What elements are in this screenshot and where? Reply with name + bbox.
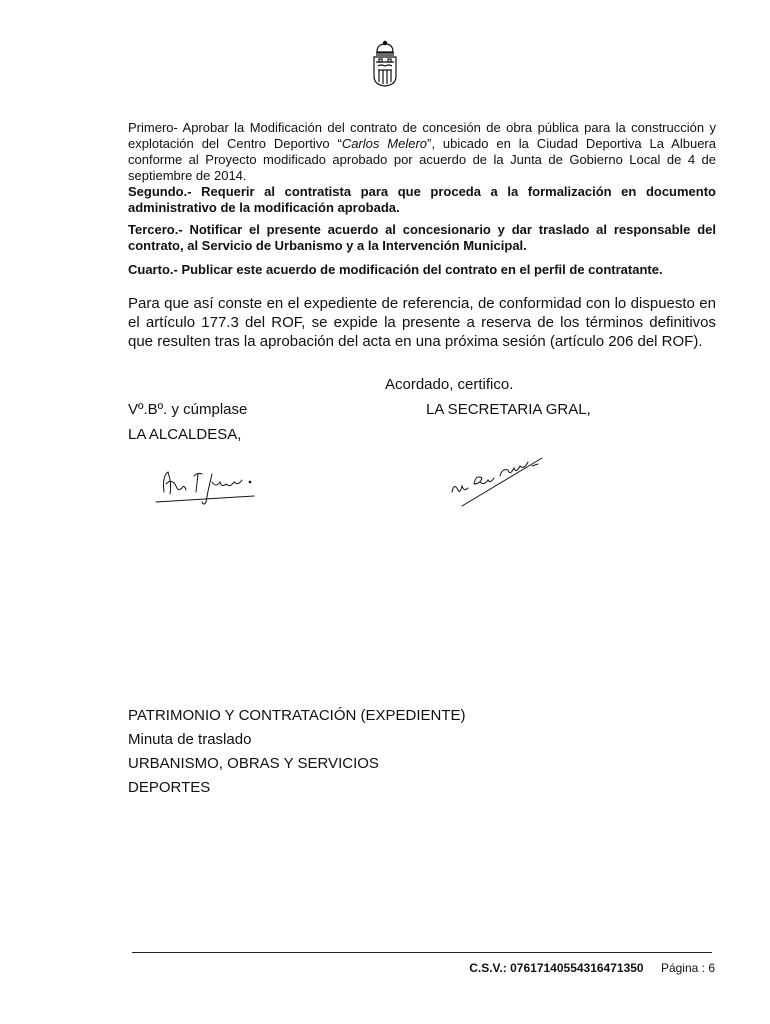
- agreement-primero: Primero- Aprobar la Modificación del contrato de concesión de obra pública para la construcción y explotación del Centro Deportivo “Carlos Melero”, ubicado en la Ciudad Deportiva La Albuera conforme al Proyecto modificado aprobado por acuerdo de la Junta de Gobierno Local de 4 de septiembre de 2014.: [128, 120, 716, 183]
- page-footer: [469, 961, 715, 975]
- footer-divider: [132, 952, 712, 953]
- mayor-signature: [150, 462, 262, 508]
- agreement-tercero: Tercero.- Notificar el presente acuerdo al concesionario y dar traslado al responsable del contrato, al Servicio de Urbanismo y a la Intervención Municipal.: [128, 222, 716, 253]
- secretaria-title: LA SECRETARIA GRAL,: [426, 401, 591, 418]
- distribution-item: URBANISMO, OBRAS Y SERVICIOS: [128, 755, 379, 772]
- agreement-segundo: Segundo.- Requerir al contratista para que proceda a la formalización en documento administrativo de la modificación aprobada.: [128, 184, 716, 215]
- secretary-signature: [444, 452, 546, 510]
- agreement-section: [128, 120, 716, 278]
- distribution-item: DEPORTES: [128, 779, 211, 796]
- distribution-list: [128, 704, 466, 800]
- vb-text: Vº.Bº. y cúmplase: [128, 401, 248, 418]
- certifico-text: Acordado, certifico.: [385, 376, 514, 393]
- agreement-cuarto: Cuarto.- Publicar este acuerdo de modificación del contrato en el perfil de contratante.: [128, 262, 663, 277]
- alcaldesa-title: LA ALCALDESA,: [128, 426, 242, 443]
- csv-code: C.S.V.: 07617140554316471350: [469, 961, 644, 975]
- page-number: Página : 6: [660, 961, 715, 975]
- certification-paragraph: Para que así conste en el expediente de referencia, de conformidad con lo dispuesto en el artículo 177.3 del ROF, se expide la presente a reserva de los términos definitivos que resulten tras la aprobación del acta en una próxima sesión (artículo 206 del ROF).: [128, 295, 716, 350]
- coat-of-arms-icon: [369, 40, 401, 88]
- distribution-item: Minuta de traslado: [128, 731, 252, 748]
- distribution-item: PATRIMONIO Y CONTRATACIÓN (EXPEDIENTE): [128, 707, 466, 724]
